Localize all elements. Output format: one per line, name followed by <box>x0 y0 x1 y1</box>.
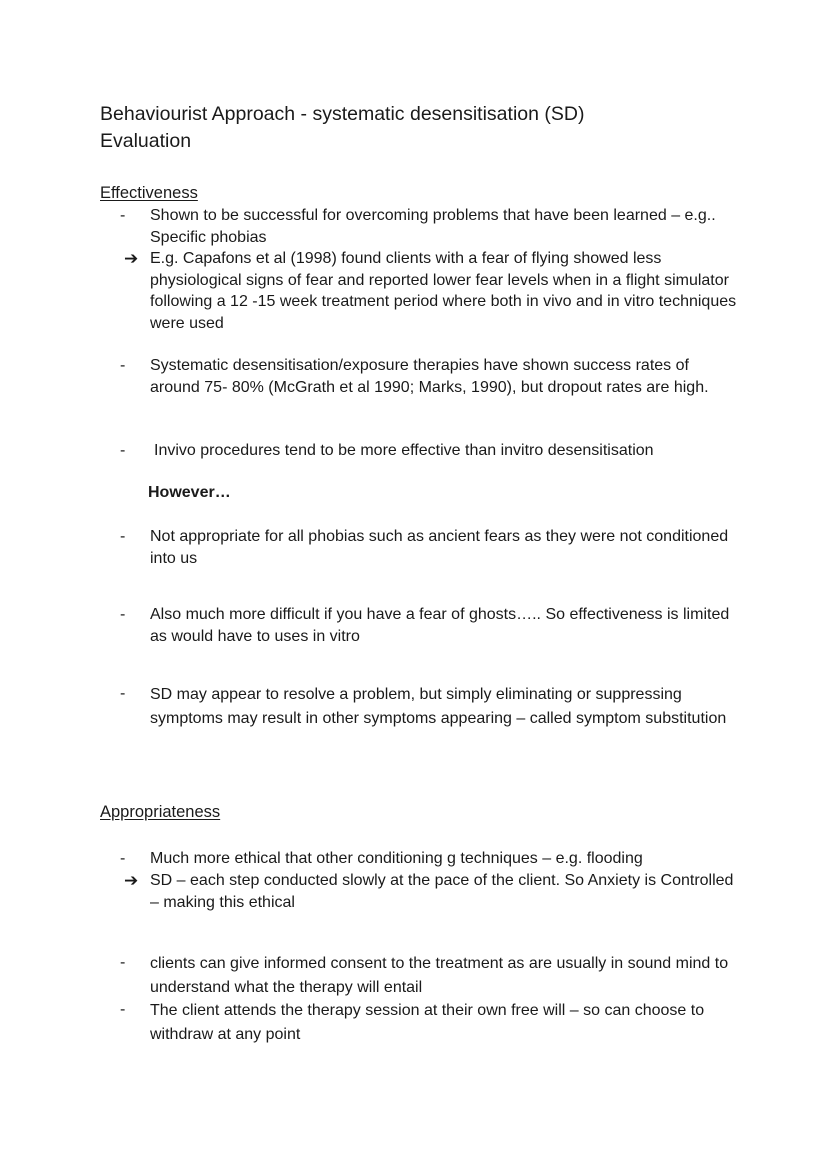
list-item-text: Not appropriate for all phobias such as ancient fears as they were not conditioned into us <box>150 528 729 567</box>
list-item-text: SD may appear to resolve a problem, but simply eliminating or suppressing symptoms may result in other symptoms appearing – called symptom substitution <box>150 686 727 727</box>
list-item-text: Also much more difficult if you have a fear of ghosts….. So effectiveness is limited as would have to uses in vitro <box>150 606 730 645</box>
arrow-icon: ➔ <box>124 871 139 890</box>
bullet-dash: - <box>120 850 126 867</box>
bullet-dash: - <box>120 685 126 702</box>
arrow-icon: ➔ <box>124 249 139 268</box>
section-heading-effectiveness: Effectiveness <box>100 184 198 202</box>
bullet-dash: - <box>120 207 126 224</box>
section-heading-appropriateness: Appropriateness <box>100 803 221 821</box>
document-subtitle: Evaluation <box>100 130 192 152</box>
however-label: However… <box>148 484 231 501</box>
list-item-text: The client attends the therapy session at their own free will – so can choose to withdraw at any point <box>150 1002 705 1043</box>
list-item-text: clients can give informed consent to the treatment as are usually in sound mind to understand what the therapy will entail <box>150 955 729 996</box>
list-item-text: E.g. Capafons et al (1998) found clients with a fear of flying showed less physiological signs of fear and reported lower fear levels when in a flight simulator following a 12 -15 week treatment period where both in vivo and in vitro techniques were used <box>150 250 737 332</box>
bullet-dash: - <box>120 954 126 971</box>
list-item-text: Shown to be successful for overcoming problems that have been learned – e.g.. Specific phobias <box>150 207 716 246</box>
bullet-dash: - <box>120 357 126 374</box>
list-item-text: SD – each step conducted slowly at the pace of the client. So Anxiety is Controlled – making this ethical <box>150 872 734 911</box>
bullet-dash: - <box>120 442 126 459</box>
list-item-text: Systematic desensitisation/exposure therapies have shown success rates of around 75- 80% (McGrath et al 1990; Marks, 1990), but dropout rates are high. <box>150 357 709 396</box>
list-item-text: Much more ethical that other conditioning g techniques – e.g. flooding <box>150 850 643 867</box>
list-item-text: Invivo procedures tend to be more effective than invitro desensitisation <box>154 442 654 459</box>
bullet-dash: - <box>120 606 126 623</box>
document-title: Behaviourist Approach - systematic desensitisation (SD) <box>100 103 585 125</box>
bullet-dash: - <box>120 528 126 545</box>
bullet-dash: - <box>120 1001 126 1018</box>
